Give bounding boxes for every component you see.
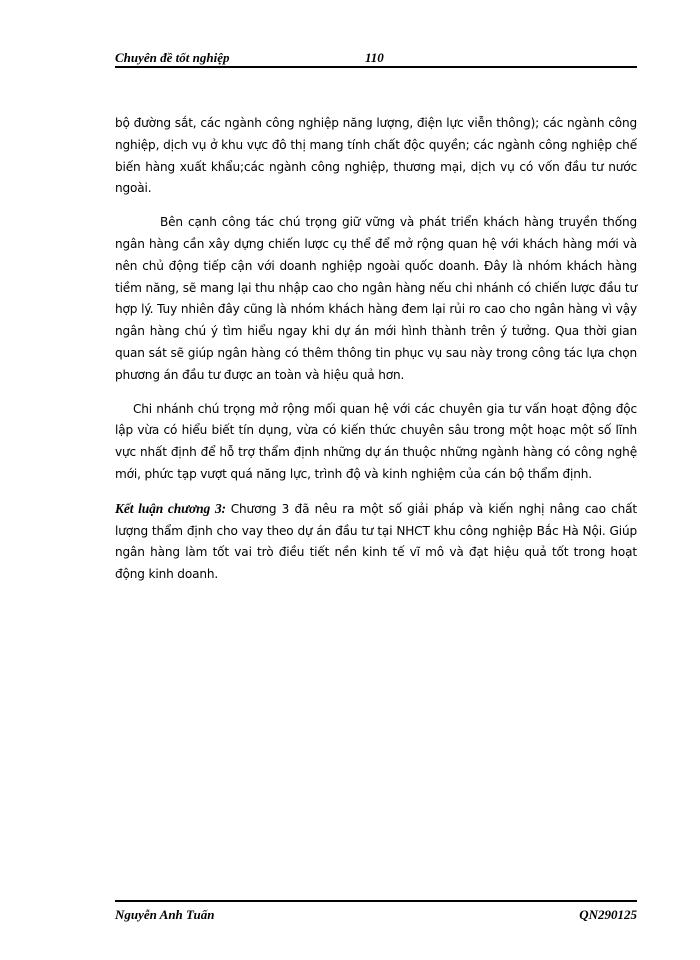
header-rule <box>115 66 637 68</box>
page-header <box>115 48 637 68</box>
paragraph-1: bộ đường sắt, các ngành công nghiệp năng lượng, điện lực viễn thông); các ngành công nghiệp, dịch vụ ở khu vực đô thị mang tính chất độc quyền; các ngành công nghiệp chế biến hàng xuất khẩu;các ngành công nghiệp, thương mại, dịch vụ có vốn đầu tư nước ngoài. <box>115 116 637 196</box>
page-number: 110 <box>365 50 384 65</box>
conclusion-colon: : <box>221 500 231 516</box>
document-title: Chuyên đề tốt nghiệp <box>115 50 230 65</box>
conclusion-label: Kết luận chương 3 <box>115 500 222 516</box>
conclusion-text: Chương 3 đã nêu ra một số giải pháp và kiến nghị nâng cao chất lượng thẩm định cho vay theo dự án đầu tư tại NHCT khu công nghiệp Bắc Hà Nội. Giúp ngân hàng làm tốt vai trò điều tiết nền kinh tế vĩ mô và đạt hiệu quả tốt trong hoạt động kinh doanh. <box>115 501 638 582</box>
paragraph-2: Bên cạnh công tác chú trọng giữ vững và phát triển khách hàng truyền thống ngân hàng cần xây dựng chiến lược cụ thể để mở rộng quan hệ với khách hàng mới và nên chủ động tiếp cận với doanh nghiệp ngoài quốc doanh. Đây là nhóm khách hàng tiềm năng, sẽ mang lại thu nhập cao cho ngân hàng nếu chi nhánh có chiến lược đầu tư hợp lý. Tuy nhiên đây cũng là nhóm khách hàng đem lại rủi ro cao cho ngân hàng vì vậy ngân hàng chú ý tìm hiểu ngay khi dự án mới hình thành trên ý tưởng. Qua thời gian quan sát sẽ giúp ngân hàng có thêm thông tin phục vụ sau này trong công tác lựa chọn phương án đầu tư được an toàn và hiệu quả hơn. <box>115 215 637 382</box>
footer-rule <box>115 900 637 902</box>
paragraph-3: Chi nhánh chú trọng mở rộng mối quan hệ với các chuyên gia tư vấn hoạt động độc lập vừa có hiểu biết tín dụng, vừa có kiến thức chuyên sâu trong một hoạc một số lĩnh vực nhất định để hỗ trợ thẩm định những dự án thuộc những ngành hàng có công nghệ mới, phức tạp vượt quá năng lực, trình độ và kinh nghiệm của cán bộ thẩm định. <box>115 401 637 481</box>
student-code: QN290125 <box>579 907 637 922</box>
page-body <box>115 113 637 598</box>
author-name: Nguyễn Anh Tuấn <box>115 907 215 922</box>
chapter-conclusion <box>115 498 637 586</box>
